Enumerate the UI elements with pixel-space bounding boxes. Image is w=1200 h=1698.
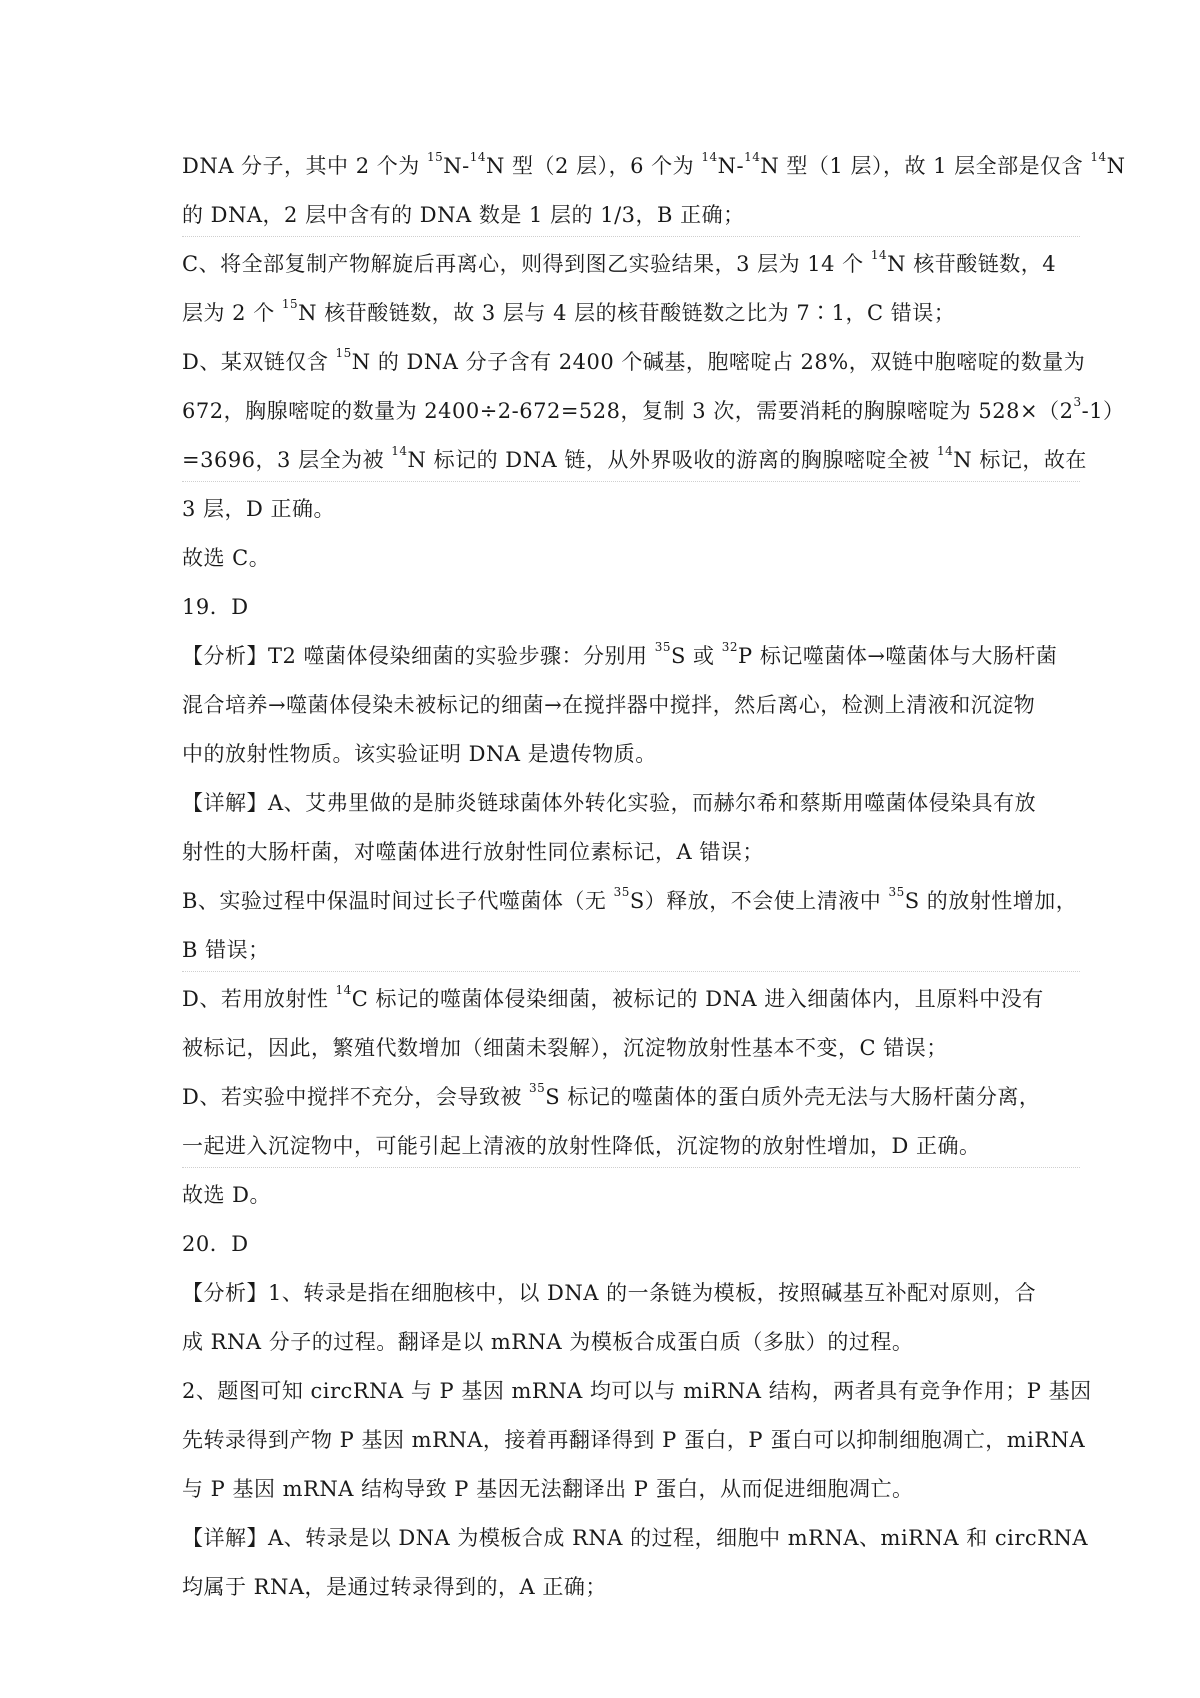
text-line: 均属于 RNA，是通过转录得到的，A 正确； <box>182 1575 607 1599</box>
text-line: C、将全部复制产物解旋后再离心，则得到图乙实验结果，3 层为 14 个 $^{14}$N 核苷酸链数，4 <box>182 248 1057 276</box>
text-line: 与 P 基因 mRNA 结构导致 P 基因无法翻译出 P 蛋白，从而促进细胞凋亡。 <box>182 1477 914 1501</box>
text-line: 19．D <box>182 595 249 619</box>
text-line: 的 DNA，2 层中含有的 DNA 数是 1 层的 1/3，B 正确； <box>182 191 1080 240</box>
text-line: 故选 C。 <box>182 546 271 570</box>
text-line: 射性的大肠杆菌，对噬菌体进行放射性同位素标记，A 错误； <box>182 840 764 864</box>
text-line: D、若用放射性 $^{14}$C 标记的噬菌体侵染细菌，被标记的 DNA 进入细菌体内，且原料中没有 <box>182 983 1044 1011</box>
text-line: 20．D <box>182 1232 249 1256</box>
text-line: 层为 2 个 $^{15}$N 核苷酸链数，故 3 层与 4 层的核苷酸链数之比为 7∶1，C 错误； <box>182 297 956 325</box>
text-line: 672，胸腺嘧啶的数量为 2400÷2-672=528，复制 3 次，需要消耗的胸腺嘧啶为 $528\times(2^3-1)$ <box>182 395 1125 423</box>
text-line: 3 层，D 正确。 <box>182 497 336 521</box>
text-line: B 错误； <box>182 926 1080 975</box>
text-line: 【详解】A、艾弗里做的是肺炎链球菌体外转化实验，而赫尔希和蔡斯用噬菌体侵染具有放 <box>182 791 1037 815</box>
text-line: D、若实验中搅拌不充分，会导致被 $^{35}$S 标记的噬菌体的蛋白质外壳无法与大肠杆菌分离， <box>182 1081 1041 1109</box>
text-line: 混合培养→噬菌体侵染未被标记的细菌→在搅拌器中搅拌，然后离心，检测上清液和沉淀物 <box>182 693 1036 717</box>
text-line: 2、题图可知 circRNA 与 P 基因 mRNA 均可以与 miRNA 结构，两者具有竞争作用；P 基因 <box>182 1379 1092 1403</box>
text-line: 【详解】A、转录是以 DNA 为模板合成 RNA 的过程，细胞中 mRNA、miRNA 和 circRNA <box>182 1526 1088 1550</box>
text-line: 中的放射性物质。该实验证明 DNA 是遗传物质。 <box>182 742 657 766</box>
text-line: D、某双链仅含 $^{15}$N 的 DNA 分子含有 2400 个碱基，胞嘧啶占 28%，双链中胞嘧啶的数量为 <box>182 346 1086 374</box>
text-line: DNA 分子，其中 2 个为 $^{15}$N-$^{14}$N 型（2 层），6 个为 $^{14}$N-$^{14}$N 型（1 层），故 1 层全部是仅含 $^{14}$N <box>182 150 1126 178</box>
text-line: B、实验过程中保温时间过长子代噬菌体（无 $^{35}$S）释放，不会使上清液中 $^{35}$S 的放射性增加， <box>182 885 1078 913</box>
text-line: 【分析】T2 噬菌体侵染细菌的实验步骤：分别用 $^{35}$S 或 $^{32}$P 标记噬菌体→噬菌体与大肠杆菌 <box>182 640 1058 668</box>
text-line: 【分析】1、转录是指在细胞核中，以 DNA 的一条链为模板，按照碱基互补配对原则，合 <box>182 1281 1037 1305</box>
text-line: 先转录得到产物 P 基因 mRNA，接着再翻译得到 P 蛋白，P 蛋白可以抑制细胞凋亡，miRNA <box>182 1428 1086 1452</box>
text-line: 被标记，因此，繁殖代数增加（细菌未裂解），沉淀物放射性基本不变，C 错误； <box>182 1036 948 1060</box>
text-line: =3696，3 层全为被 $^{14}$N 标记的 DNA 链，从外界吸收的游离的胸腺嘧啶全被 $^{14}$N 标记，故在 <box>182 436 1080 485</box>
text-line: 成 RNA 分子的过程。翻译是以 mRNA 为模板合成蛋白质（多肽）的过程。 <box>182 1330 914 1354</box>
text-line: 一起进入沉淀物中，可能引起上清液的放射性降低，沉淀物的放射性增加，D 正确。 <box>182 1122 1080 1171</box>
text-line: 故选 D。 <box>182 1183 272 1207</box>
